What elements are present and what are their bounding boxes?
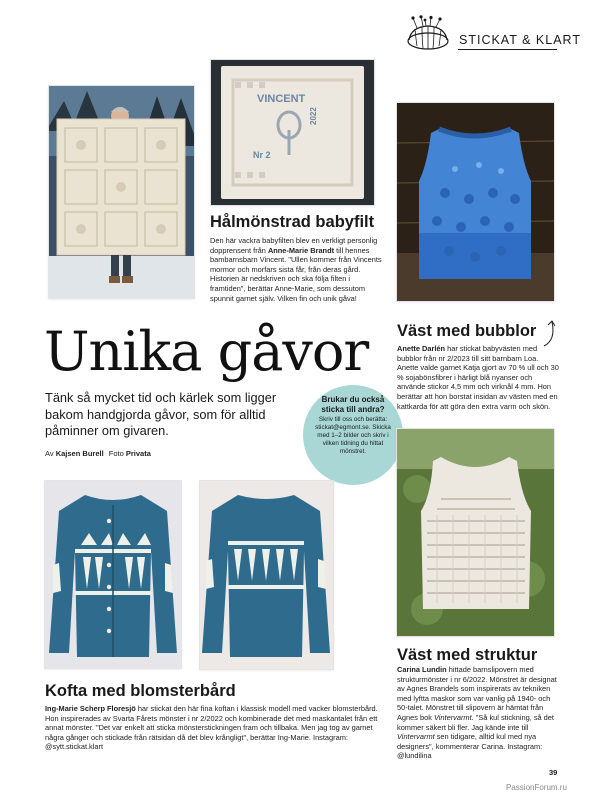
callout-title: Brukar du också sticka till andra? [321, 395, 385, 414]
bubblor-name: Anette Darlén [397, 344, 446, 353]
page-title: Unika gåvor [44, 320, 369, 383]
struktur-text-d: sen tidigare, alltid kul med nya designers", kommenterar Carina. Instagram: @lundilina [397, 732, 543, 761]
bubblor-text [397, 344, 559, 411]
kofta-text-body: har stickat den här fina koftan i klassisk modell med vacker blomsterbård. Hon inspirerades av Svarta Fårets mönster i nr 2/2022 och kombinerade det med maskantalet från ett annat mönster. "Det var enkelt att sticka mönsterstickningen fram och tillbaka. Men jag tog av garnet några gånger och stickade från rätsidan då det blev krångligt", berättar Ing-Marie. Instagram: @sytt.stickat.klart [45, 704, 378, 752]
byline-prefix: Av [45, 449, 54, 458]
watermark: PassionForum.ru [506, 783, 567, 792]
blanket-text-name: VINCENT [257, 93, 306, 105]
struktur-text-a: hittade barnslipovern med strukturmönster i nr 6/2022. Mönstret är designat av Agnes Brandels som inspirerats av tekniken med lyftta maskor som var vanlig på 1940- och 50-talet. Mönstret till slipovern är hämtat från Agnes bok [397, 665, 557, 722]
header-rule [458, 49, 557, 50]
kofta-title: Kofta med blomsterbård [45, 682, 236, 700]
struktur-text-c: . "Så kul stickning, så det kommer säkert bli fler. Jag kände inte till [397, 712, 554, 732]
page-number: 39 [549, 768, 558, 777]
section-label: STICKAT & KLART [459, 33, 581, 47]
byline-photo: Privata [125, 449, 151, 458]
blanket-text-year: 2022 [309, 107, 318, 125]
babyfilt-title: Hålmönstrad babyfilt [210, 213, 375, 231]
struktur-book2: Vintervarmt [397, 732, 435, 742]
pincushion-icon [403, 15, 453, 51]
vest-bubblor-photo [397, 103, 554, 301]
intro-text: Tänk så mycket tid och kärlek som ligger bakom handgjorda gåvor, som för alltid påminner om givaren. [45, 390, 277, 438]
blanket-closeup-photo [211, 60, 374, 205]
bubblor-text-body: har stickat babyvästen med bubblor från nr 2/2023 till sitt barnbarn Loa. Anette valde garnet Katja gjort av 70 % ull och 30 % sojabönsfibrer i härligt blå nyanser och använde stickor 4,5 mm och virknål 4 mm. Hon berättar att hon borstat insidan av västen med en kattkarda för att göra den extra varm och skön. [397, 344, 559, 411]
babyfilt-photo [49, 86, 194, 298]
reader-callout [303, 385, 403, 485]
blanket-text-number: Nr 2 [253, 150, 271, 160]
kofta-name: Ing-Marie Scherp Floresjö [45, 704, 136, 713]
byline [45, 449, 151, 458]
struktur-book: Vintervarmt [433, 712, 472, 722]
struktur-name: Carina Lundin [397, 665, 447, 674]
byline-photo-prefix: Foto [108, 449, 124, 458]
babyfilt-text [210, 236, 382, 303]
babyfilt-text-b: till hennes bambarnsbarn Vincent. "Ullen kommer från Vincents mormor och morfars sista får, från deras gård. Historien är nedskriven och ska följa filten i framtiden", berättar Anne-Marie, som dessutom spunnit garnet själv. Vilken fin och unik gåva! [210, 245, 382, 303]
bubblor-title: Väst med bubblor [397, 322, 537, 340]
vest-struktur-photo [397, 429, 554, 636]
kofta-text [45, 704, 380, 752]
kofta-front-photo [45, 481, 181, 668]
byline-author: Kajsen Burell [55, 449, 104, 458]
babyfilt-name: Anne-Marie Brandt [267, 245, 335, 255]
babyfilt-text-a: Den här vackra babyfilten blev en verkligt personlig dopprensent från [210, 236, 378, 255]
kofta-back-photo [200, 481, 333, 669]
struktur-text [397, 665, 559, 761]
struktur-title: Väst med struktur [397, 646, 538, 664]
callout-text: Skriv till oss och berätta: stickat@egmont.se. Skicka med 1–2 bilder och skriv i vilken tidning du hittat mönstret. [315, 416, 391, 455]
